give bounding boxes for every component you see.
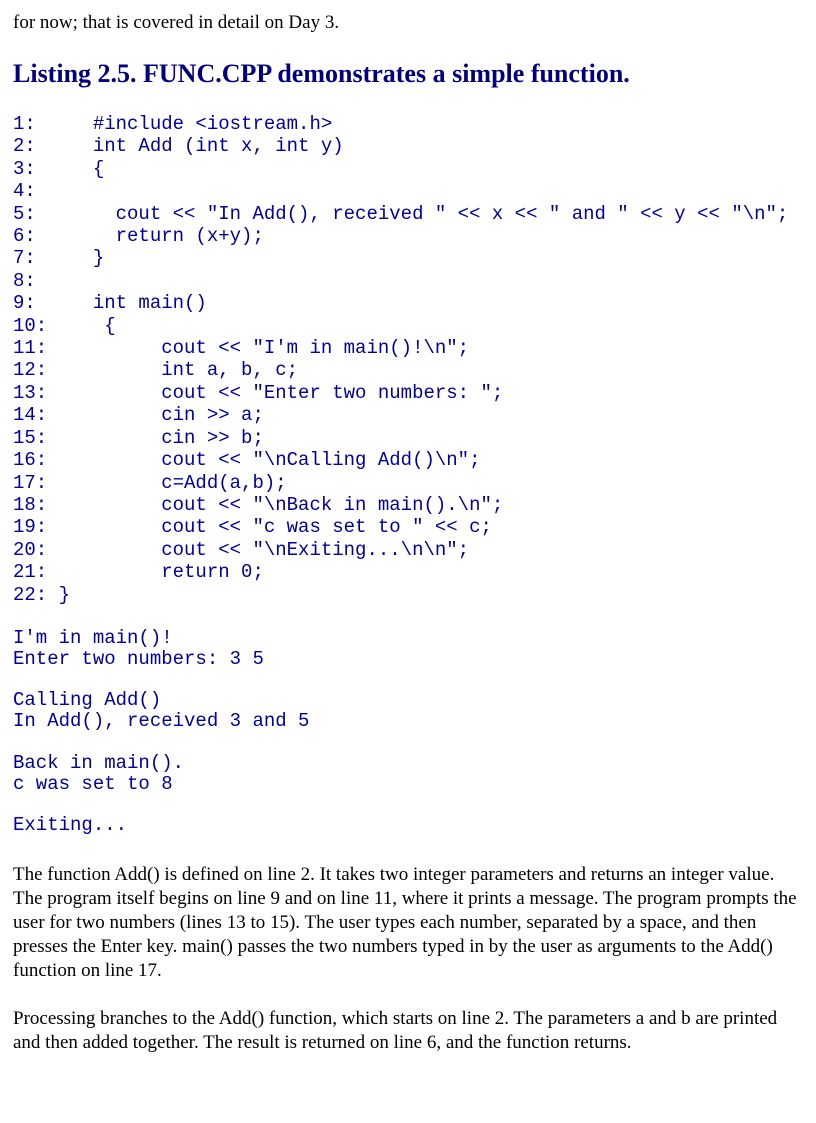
- output-line: [13, 732, 803, 753]
- document-page: [13, 0, 803, 1055]
- intro-text: for now; that is covered in detail on Day 3.: [13, 12, 340, 33]
- output-line: Exiting...: [13, 814, 128, 837]
- code-line: 10: {: [13, 314, 116, 337]
- code-line: 5: cout << "In Add(), received " << x << " and " << y << "\n";: [13, 202, 789, 225]
- listing-heading: Listing 2.5. FUNC.CPP demonstrates a simple function.: [13, 59, 630, 88]
- code-line: 15: cin >> b;: [13, 426, 264, 449]
- code-line: 21: return 0;: [13, 561, 264, 584]
- output-line: In Add(), received 3 and 5: [13, 710, 310, 733]
- output-line: Enter two numbers: 3 5: [13, 647, 264, 670]
- code-line: 16: cout << "\nCalling Add()\n";: [13, 449, 481, 472]
- code-line: 13: cout << "Enter two numbers: ";: [13, 381, 504, 404]
- code-line: 9: int main(): [13, 292, 207, 315]
- code-line: 12: int a, b, c;: [13, 359, 299, 382]
- explanation-paragraph: The function Add() is defined on line 2. It takes two integer parameters and returns an integer value. The program itself begins on line 9 and on line 11, where it prints a message. The program prompts the user for two numbers (lines 13 to 15). The user types each number, separated by a space, and then presses the Enter key. main() passes the two numbers typed in by the user as arguments to the Add() function on line 17.: [13, 863, 797, 981]
- code-line: 3: {: [13, 157, 105, 180]
- code-line: 8:: [13, 269, 36, 292]
- output-line: I'm in main()!: [13, 626, 173, 649]
- code-line: 22: }: [13, 583, 71, 606]
- program-output: [13, 628, 803, 836]
- code-line: 17: c=Add(a,b);: [13, 471, 287, 494]
- code-line: 19: cout << "c was set to " << c;: [13, 516, 492, 539]
- output-line: [13, 794, 803, 815]
- code-line: 6: return (x+y);: [13, 225, 264, 248]
- explanation-paragraph: Processing branches to the Add() function, which starts on line 2. The parameters a and b are printed and then added together. The result is returned on line 6, and the function returns.: [13, 1007, 778, 1053]
- output-line: Back in main().: [13, 751, 185, 774]
- code-line: 1: #include <iostream.h>: [13, 113, 333, 135]
- output-line: c was set to 8: [13, 772, 173, 795]
- output-line: [13, 670, 803, 691]
- code-line: 11: cout << "I'm in main()!\n";: [13, 337, 470, 360]
- code-line: 4:: [13, 180, 36, 203]
- code-line: 2: int Add (int x, int y): [13, 135, 344, 158]
- code-line: 7: }: [13, 247, 105, 270]
- output-line: Calling Add(): [13, 689, 162, 712]
- code-line: 20: cout << "\nExiting...\n\n";: [13, 538, 470, 561]
- code-line: 14: cin >> a;: [13, 404, 264, 427]
- code-listing: [13, 113, 803, 606]
- code-line: 18: cout << "\nBack in main().\n";: [13, 493, 504, 516]
